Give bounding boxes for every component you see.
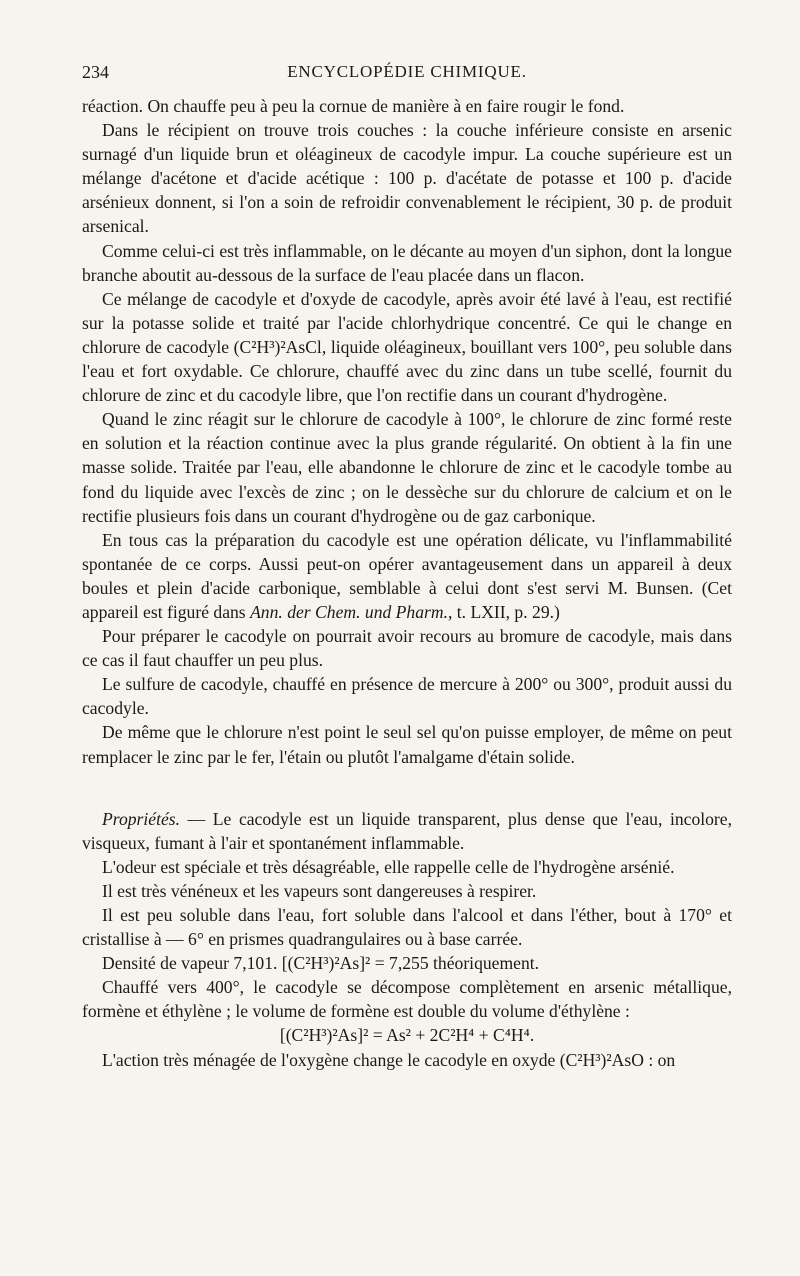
section-spacer xyxy=(82,769,732,807)
paragraph: Ce mélange de cacodyle et d'oxyde de cacodyle, après avoir été lavé à l'eau, est rectifié sur la potasse solide et traité par l'acide chlorhydrique concentré. Ce qui le change en chlorure de cacodyle (C²H³)²AsCl, liquide oléagineux, bouillant vers 100°, peu soluble dans l'eau et fort oxydable. Ce chlorure, chauffé avec du zinc dans un tube scellé, fournit du chlorure de zinc et du cacodyle libre, que l'on rectifie dans un courant d'hydrogène. xyxy=(82,288,732,406)
paragraph xyxy=(82,807,732,855)
paragraph: Comme celui-ci est très inflammable, on le décante au moyen d'un siphon, dont la longue branche aboutit au-dessous de la surface de l'eau placée dans un flacon. xyxy=(82,240,732,285)
paragraph-text: En tous cas la préparation du cacodyle est une opération délicate, vu l'inflammabilité spontanée de ce corps. Aussi peut-on opérer avantageusement dans un appareil à deux boules et plein d'acide carbonique, semblable à celui dont s'est servi M. Bunsen. (Cet appareil est figuré dans xyxy=(82,529,732,622)
page-number: 234 xyxy=(82,62,109,82)
page-header xyxy=(82,62,732,86)
body-text xyxy=(82,94,732,1072)
paragraph xyxy=(82,528,732,624)
paragraph: Chauffé vers 400°, le cacodyle se décompose complètement en arsenic métallique, formène et éthylène ; le volume de formène est double du volume d'éthylène : xyxy=(82,977,732,1022)
paragraph: Le sulfure de cacodyle, chauffé en présence de mercure à 200° ou 300°, produit aussi du cacodyle. xyxy=(82,674,732,719)
paragraph: Quand le zinc réagit sur le chlorure de cacodyle à 100°, le chlorure de zinc formé reste en solution et la réaction continue avec la plus grande régularité. On obtient à la fin une masse solide. Traitée par l'eau, elle abandonne le chlorure de zinc et le cacodyle tombe au fond du liquide avec l'excès de zinc ; on le dessèche sur du chlorure de calcium et on le rectifie plusieurs fois dans un courant d'hydrogène ou de gaz carbonique. xyxy=(82,409,732,526)
paragraph: Il est très vénéneux et les vapeurs sont dangereuses à respirer. xyxy=(102,880,537,901)
chemical-equation: [(C²H³)²As]² = As² + 2C²H⁴ + C⁴H⁴. xyxy=(279,1025,535,1046)
paragraph: Pour préparer le cacodyle on pourrait avoir recours au bromure de cacodyle, mais dans ce cas il faut chauffer un peu plus. xyxy=(82,626,732,671)
running-title: ENCYCLOPÉDIE CHIMIQUE. xyxy=(287,62,527,81)
paragraph: L'action très ménagée de l'oxygène change le cacodyle en oxyde (C²H³)²AsO : on xyxy=(102,1049,676,1070)
paragraph: Dans le récipient on trouve trois couches : la couche inférieure consiste en arsenic surnagé d'un liquide brun et oléagineux de cacodyle impur. La couche supérieure est un mélange d'acétone et d'acide acétique : 100 p. d'acétate de potasse et 100 p. d'acide arsénieux donnent, si l'on a soin de refroidir convenablement le récipient, 30 p. de produit arsenical. xyxy=(82,120,732,237)
section-heading: Propriétés. xyxy=(102,808,181,829)
paragraph: réaction. On chauffe peu à peu la cornue de manière à en faire rougir le fond. xyxy=(82,96,625,116)
paragraph: Il est peu soluble dans l'eau, fort soluble dans l'alcool et dans l'éther, bout à 170° et cristallise à — 6° en prismes quadrangulaires ou à base carrée. xyxy=(82,905,732,950)
citation-volume: , t. LXII, p. 29.) xyxy=(447,601,560,622)
paragraph: L'odeur est spéciale et très désagréable, elle rappelle celle de l'hydrogène arsénié. xyxy=(102,856,675,877)
paragraph: De même que le chlorure n'est point le seul sel qu'on puisse employer, de même on peut remplacer le zinc par le fer, l'étain ou plutôt l'amalgame d'étain solide. xyxy=(82,722,732,767)
paragraph-text: — Le cacodyle est un liquide transparent, plus dense que l'eau, incolore, visqueux, fumant à l'air et spontanément inflammable. xyxy=(82,808,732,853)
paragraph: Densité de vapeur 7,101. [(C²H³)²As]² = 7,255 théoriquement. xyxy=(102,953,540,974)
journal-citation: Ann. der Chem. und Pharm. xyxy=(250,601,448,622)
